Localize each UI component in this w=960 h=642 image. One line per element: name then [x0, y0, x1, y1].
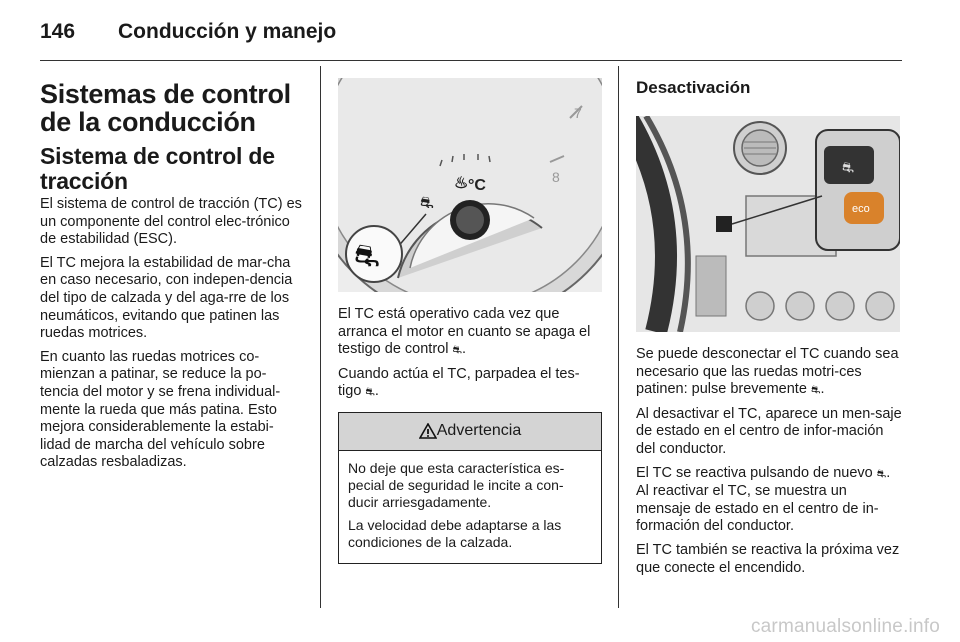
chapter-title: Sistemas de control de la conducción: [40, 79, 291, 137]
paragraph-1: El sistema de control de tracción (TC) es un componente del control elec-trónico de estabilidad (ESC).: [40, 196, 302, 248]
reactivate-text: El TC se reactiva pulsando de nuevo ⛐. Al reactivar el TC, se muestra un mensaje de estado en el centro de in-formación del conductor.: [636, 464, 891, 535]
svg-text:⛐: ⛐: [842, 160, 855, 176]
warning-paragraph-2: La velocidad debe adaptarse a las condiciones de la calzada.: [348, 516, 562, 550]
paragraph-2: El TC mejora la estabilidad de mar-cha en caso necesario, con indepen-dencia del tipo de calzada y del aga-rre de los neumáticos, evitando que patinen las ruedas motrices.: [40, 254, 293, 342]
warning-header: [339, 413, 601, 451]
footer-watermark: carmanualsonline.info: [750, 616, 940, 637]
deactivate-status-text: Al desactivar el TC, aparece un men-saje de estado en el centro de infor-mación del conductor.: [636, 405, 902, 457]
section-subtitle: Sistema de control de tracción: [40, 143, 275, 194]
column-1: [40, 66, 304, 478]
page-header: [40, 14, 902, 50]
page-number: 146: [40, 20, 76, 43]
tc-icon: ⛐: [452, 344, 462, 357]
deactivation-heading: Desactivación: [636, 78, 751, 97]
tc-icon: ⛐: [365, 386, 375, 399]
svg-text:eco: eco: [852, 203, 870, 215]
section-title: Conducción y manejo: [118, 20, 337, 43]
gauge-illustration: [338, 78, 602, 292]
tc-icon: ⛐: [876, 467, 887, 480]
svg-text:7: 7: [574, 105, 582, 121]
column-3: [636, 66, 902, 583]
svg-text:♨: ♨: [454, 175, 469, 192]
dashboard-illustration: [636, 116, 900, 332]
svg-text:⛐: ⛐: [354, 239, 380, 274]
header-rule: [40, 60, 902, 61]
column-divider-1: [320, 66, 321, 608]
svg-text:8: 8: [552, 169, 560, 185]
tc-blink-text: Cuando actúa el TC, parpadea el tes-tigo ⛐.: [338, 365, 580, 400]
column-divider-2: [618, 66, 619, 608]
svg-text:°C: °C: [468, 177, 486, 194]
column-2: [338, 66, 602, 564]
paragraph-3: En cuanto las ruedas motrices co-mienzan a patinar, se reduce la po-tencia del motor y se frena individual-mente la rueda que más patina. Esto mejora considerablemente la estabi-lidad de marcha del vehículo sobre calzadas resbaladizas.: [40, 348, 281, 471]
warning-body: [339, 451, 601, 563]
warning-triangle-icon: [419, 423, 437, 439]
tc-icon: ⛐: [810, 384, 821, 397]
warning-title: Advertencia: [436, 422, 522, 440]
ignition-reactivate-text: El TC también se reactiva la próxima vez que conecte el encendido.: [636, 541, 900, 576]
warning-paragraph-1: No deje que esta característica es-pecial de seguridad le incite a con-ducir arriesgadamente.: [348, 459, 565, 510]
deactivate-text: Se puede desconectar el TC cuando sea necesario que las ruedas motri-ces patinen: pulse brevemente ⛐.: [636, 346, 899, 398]
warning-box: [338, 412, 602, 564]
tc-operation-text: El TC está operativo cada vez que arranca el motor en cuanto se apaga el testigo de control ⛐.: [338, 306, 591, 358]
svg-text:⛐: ⛐: [420, 193, 434, 212]
